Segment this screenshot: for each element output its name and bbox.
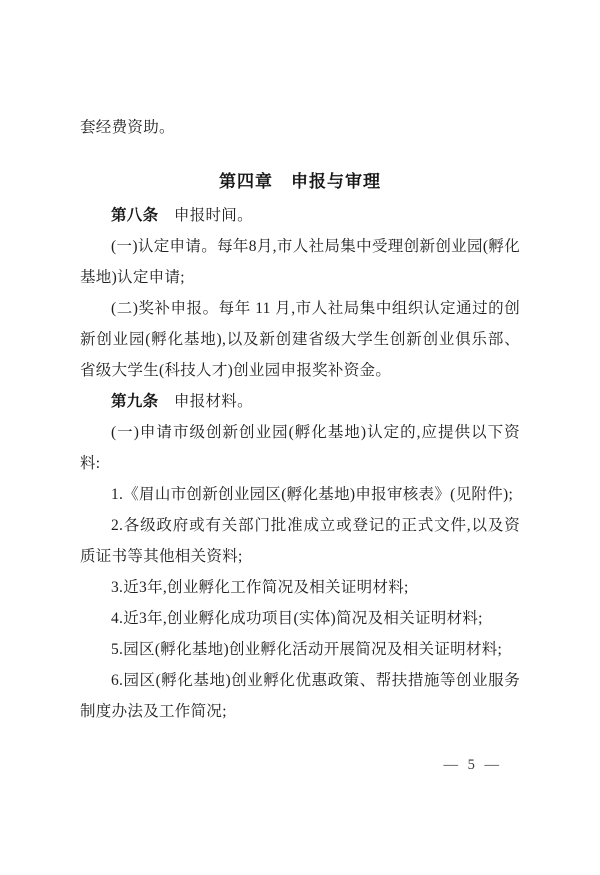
article-8-heading (80, 200, 520, 231)
article-9-heading (80, 386, 520, 417)
list-item: 3.近3年,创业孵化工作简况及相关证明材料; (111, 579, 409, 596)
list-item: 6.园区(孵化基地)创业孵化优惠政策、帮扶措施等创业服务制度办法及工作简况; (80, 672, 520, 720)
article-9-title: 申报材料。 (173, 393, 253, 410)
clause-paragraph: (二)奖补申报。每年 11 月,市人社局集中组织认定通过的创新创业园(孵化基地),以及新创建省级大学生创新创业俱乐部、省级大学生(科技人才)创业园申报奖补资金。 (80, 300, 520, 379)
continuation-paragraph: 套经费资助。 (80, 119, 175, 136)
list-item: 2.各级政府或有关部门批准成立或登记的正式文件,以及资质证书等其他相关资料; (80, 517, 520, 565)
clause-paragraph: (一)申请市级创新创业园(孵化基地)认定的,应提供以下资料: (80, 424, 520, 472)
list-item: 4.近3年,创业孵化成功项目(实体)简况及相关证明材料; (111, 610, 483, 627)
list-item: 5.园区(孵化基地)创业孵化活动开展简况及相关证明材料; (111, 641, 503, 658)
article-8-title: 申报时间。 (173, 207, 253, 224)
chapter-heading: 第四章 申报与审理 (219, 172, 381, 191)
list-item: 1.《眉山市创新创业园区(孵化基地)申报审核表》(见附件); (111, 486, 514, 503)
page-number: — 5 — (443, 757, 502, 773)
article-9-term: 第九条 (111, 393, 159, 410)
document-text-block (80, 112, 520, 727)
article-8-term: 第八条 (111, 207, 159, 224)
clause-paragraph: (一)认定申请。每年8月,市人社局集中受理创新创业园(孵化基地)认定申请; (80, 238, 520, 286)
